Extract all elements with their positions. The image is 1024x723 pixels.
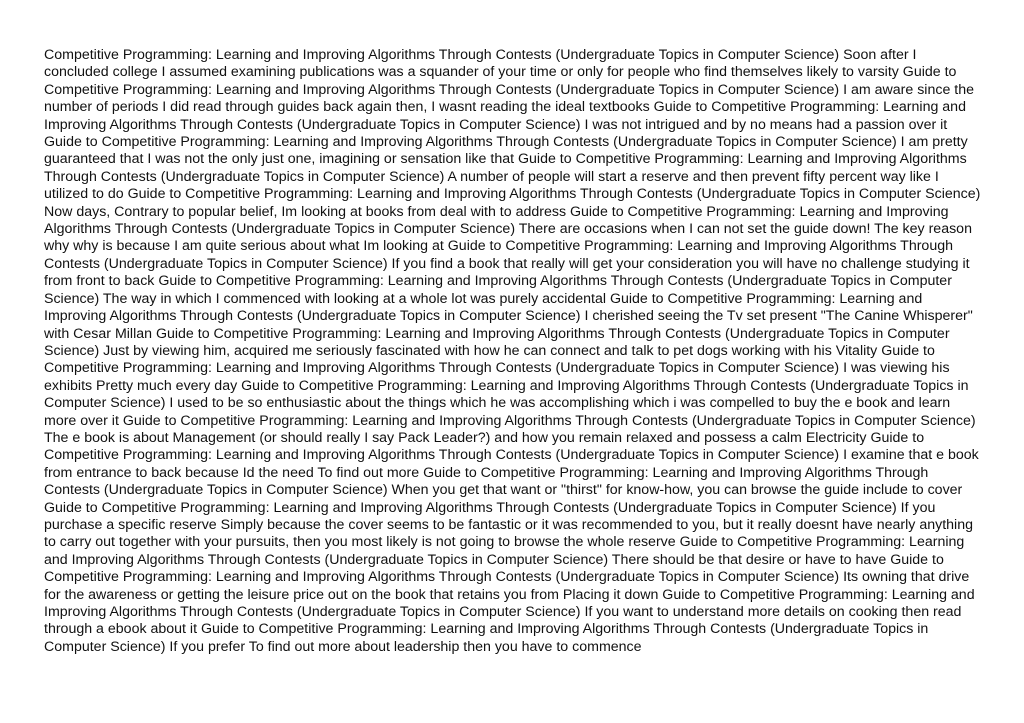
document-page xyxy=(44,47,984,656)
body-paragraph: Competitive Programming: Learning and Improving Algorithms Through Contests (Undergraduate Topics in Computer Science) Soon after I concluded college I assumed examining publications was a squander of your time or only for people who find themselves likely to varsity Guide to Competitive Programming: Learning and Improving Algorithms Through Contests (Undergraduate Topics in Computer Science) I am aware since the number of periods I did read through guides back again then, I wasnt reading the ideal textbooks Guide to Competitive Programming: Learning and Improving Algorithms Through Contests (Undergraduate Topics in Computer Science) I was not intrigued and by no means had a passion over it Guide to Competitive Programming: Learning and Improving Algorithms Through Contests (Undergraduate Topics in Computer Science) I am pretty guaranteed that I was not the only just one, imagining or sensation like that Guide to Competitive Programming: Learning and Improving Algorithms Through Contests (Undergraduate Topics in Computer Science) A number of people will start a reserve and then prevent fifty percent way like I utilized to do Guide to Competitive Programming: Learning and Improving Algorithms Through Contests (Undergraduate Topics in Computer Science) Now days, Contrary to popular belief, Im looking at books from deal with to address Guide to Competitive Programming: Learning and Improving Algorithms Through Contests (Undergraduate Topics in Computer Science) There are occasions when I can not set the guide down! The key reason why why is because I am quite serious about what Im looking at Guide to Competitive Programming: Learning and Improving Algorithms Through Contests (Undergraduate Topics in Computer Science) If you find a book that really will get your consideration you will have no challenge studying it from front to back Guide to Competitive Programming: Learning and Improving Algorithms Through Contests (Undergraduate Topics in Computer Science) The way in which I commenced with looking at a whole lot was purely accidental Guide to Competitive Programming: Learning and Improving Algorithms Through Contests (Undergraduate Topics in Computer Science) I cherished seeing the Tv set present "The Canine Whisperer" with Cesar Millan Guide to Competitive Programming: Learning and Improving Algorithms Through Contests (Undergraduate Topics in Computer Science) Just by viewing him, acquired me seriously fascinated with how he can connect and talk to pet dogs working with his Vitality Guide to Competitive Programming: Learning and Improving Algorithms Through Contests (Undergraduate Topics in Computer Science) I was viewing his exhibits Pretty much every day Guide to Competitive Programming: Learning and Improving Algorithms Through Contests (Undergraduate Topics in Computer Science) I used to be so enthusiastic about the things which he was accomplishing which i was compelled to buy the e book and learn more over it Guide to Competitive Programming: Learning and Improving Algorithms Through Contests (Undergraduate Topics in Computer Science) The e book is about Management (or should really I say Pack Leader?) and how you remain relaxed and possess a calm Electricity Guide to Competitive Programming: Learning and Improving Algorithms Through Contests (Undergraduate Topics in Computer Science) I examine that e book from entrance to back because Id the need To find out more Guide to Competitive Programming: Learning and Improving Algorithms Through Contests (Undergraduate Topics in Computer Science) When you get that want or "thirst" for know-how, you can browse the guide include to cover Guide to Competitive Programming: Learning and Improving Algorithms Through Contests (Undergraduate Topics in Computer Science) If you purchase a specific reserve Simply because the cover seems to be fantastic or it was recommended to you, but it really doesnt have nearly anything to carry out together with your pursuits, then you most likely is not going to browse the whole reserve Guide to Competitive Programming: Learning and Improving Algorithms Through Contests (Undergraduate Topics in Computer Science) There should be that desire or have to have Guide to Competitive Programming: Learning and Improving Algorithms Through Contests (Undergraduate Topics in Computer Science) Its owning that drive for the awareness or getting the leisure price out on the book that retains you from Placing it down Guide to Competitive Programming: Learning and Improving Algorithms Through Contests (Undergraduate Topics in Computer Science) If you want to understand more details on cooking then read through a ebook about it Guide to Competitive Programming: Learning and Improving Algorithms Through Contests (Undergraduate Topics in Computer Science) If you prefer To find out more about leadership then you have to commence xyxy=(44,47,981,655)
